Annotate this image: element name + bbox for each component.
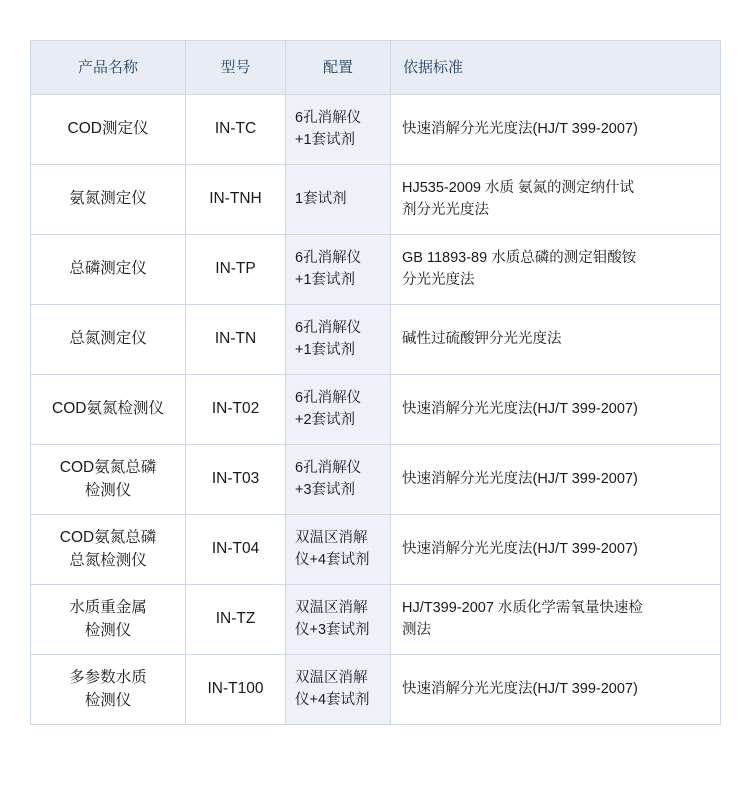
cell-standard-line: GB 11893-89 水质总磷的测定钼酸铵 <box>402 250 637 267</box>
column-header-product-name: 产品名称 <box>31 41 186 95</box>
cell-configuration-line: 6孔消解仪 <box>295 250 362 267</box>
cell-product-name-line: 总氮测定仪 <box>69 330 147 348</box>
cell-product-name <box>31 165 186 235</box>
cell-configuration-line: 仪+4套试剂 <box>295 691 370 708</box>
cell-standard <box>391 515 721 585</box>
cell-configuration-line: +2套试剂 <box>295 411 356 428</box>
cell-product-name-line: 检测仪 <box>84 481 132 499</box>
cell-model: IN-TN <box>186 305 286 375</box>
table-header-row <box>31 41 721 95</box>
table-row <box>31 165 721 235</box>
column-header-model: 型号 <box>186 41 286 95</box>
table-row <box>31 585 721 655</box>
cell-product-name <box>31 515 186 585</box>
product-spec-table <box>30 40 721 725</box>
cell-configuration <box>286 95 391 165</box>
cell-configuration <box>286 235 391 305</box>
cell-standard-line: 碱性过硫酸钾分光光度法 <box>402 330 562 347</box>
cell-configuration <box>286 305 391 375</box>
cell-configuration <box>286 165 391 235</box>
cell-product-name-line: 总氮检测仪 <box>69 551 147 569</box>
cell-model: IN-T04 <box>186 515 286 585</box>
cell-configuration <box>286 445 391 515</box>
cell-product-name-line: COD氨氮总磷 <box>59 459 157 477</box>
cell-configuration <box>286 515 391 585</box>
cell-standard-line: 快速消解分光光度法(HJ/T 399-2007) <box>402 400 638 417</box>
table-row <box>31 95 721 165</box>
cell-standard <box>391 235 721 305</box>
cell-product-name <box>31 445 186 515</box>
cell-standard <box>391 165 721 235</box>
cell-standard-line: 快速消解分光光度法(HJ/T 399-2007) <box>402 540 638 557</box>
cell-model: IN-T02 <box>186 375 286 445</box>
cell-product-name-line: COD测定仪 <box>67 120 149 138</box>
cell-configuration-line: 双温区消解 <box>295 670 368 687</box>
cell-configuration-line: +3套试剂 <box>295 481 356 498</box>
table-row <box>31 655 721 725</box>
cell-standard <box>391 445 721 515</box>
cell-model: IN-TC <box>186 95 286 165</box>
cell-configuration <box>286 655 391 725</box>
cell-configuration-line: 6孔消解仪 <box>295 110 362 127</box>
table-row <box>31 445 721 515</box>
cell-product-name-line: COD氨氮检测仪 <box>52 400 164 418</box>
cell-configuration-line: 双温区消解 <box>295 600 368 617</box>
cell-standard <box>391 655 721 725</box>
cell-product-name-line: COD氨氮总磷 <box>59 529 157 547</box>
table-body <box>31 95 721 725</box>
cell-product-name-line: 多参数水质 <box>69 669 147 687</box>
cell-model: IN-T100 <box>186 655 286 725</box>
cell-standard <box>391 95 721 165</box>
column-header-standard: 依据标准 <box>391 41 721 95</box>
cell-configuration-line: 6孔消解仪 <box>295 320 362 337</box>
cell-standard-line: 快速消解分光光度法(HJ/T 399-2007) <box>402 120 638 137</box>
cell-standard-line: 分光光度法 <box>402 271 475 288</box>
cell-model: IN-TNH <box>186 165 286 235</box>
cell-standard <box>391 305 721 375</box>
cell-standard-line: 快速消解分光光度法(HJ/T 399-2007) <box>402 680 638 697</box>
cell-configuration-line: +1套试剂 <box>295 341 356 358</box>
table-header <box>31 41 721 95</box>
cell-model: IN-T03 <box>186 445 286 515</box>
cell-model: IN-TP <box>186 235 286 305</box>
cell-standard-line: 剂分光光度法 <box>402 201 489 218</box>
table-row <box>31 235 721 305</box>
cell-configuration-line: 双温区消解 <box>295 530 368 547</box>
cell-product-name-line: 总磷测定仪 <box>69 260 147 278</box>
cell-product-name <box>31 305 186 375</box>
cell-product-name <box>31 235 186 305</box>
cell-standard <box>391 375 721 445</box>
cell-standard-line: 快速消解分光光度法(HJ/T 399-2007) <box>402 470 638 487</box>
cell-product-name <box>31 585 186 655</box>
cell-model: IN-TZ <box>186 585 286 655</box>
cell-configuration-line: 6孔消解仪 <box>295 390 362 407</box>
cell-standard-line: HJ535-2009 水质 氨氮的测定纳什试 <box>402 180 635 197</box>
table-row <box>31 305 721 375</box>
cell-configuration-line: 1套试剂 <box>295 190 347 207</box>
table-row <box>31 375 721 445</box>
cell-product-name <box>31 655 186 725</box>
cell-configuration-line: +1套试剂 <box>295 131 356 148</box>
cell-configuration <box>286 585 391 655</box>
cell-standard <box>391 585 721 655</box>
cell-configuration-line: 仪+3套试剂 <box>295 621 370 638</box>
table-row <box>31 515 721 585</box>
cell-product-name-line: 氨氮测定仪 <box>69 190 147 208</box>
cell-product-name <box>31 375 186 445</box>
cell-standard-line: HJ/T399-2007 水质化学需氧量快速检 <box>402 600 643 617</box>
cell-standard-line: 测法 <box>402 621 431 638</box>
cell-configuration-line: 6孔消解仪 <box>295 460 362 477</box>
cell-product-name-line: 检测仪 <box>84 621 132 639</box>
cell-configuration <box>286 375 391 445</box>
column-header-configuration: 配置 <box>286 41 391 95</box>
cell-product-name-line: 水质重金属 <box>69 599 147 617</box>
cell-configuration-line: 仪+4套试剂 <box>295 551 370 568</box>
cell-configuration-line: +1套试剂 <box>295 271 356 288</box>
cell-product-name <box>31 95 186 165</box>
cell-product-name-line: 检测仪 <box>84 691 132 709</box>
